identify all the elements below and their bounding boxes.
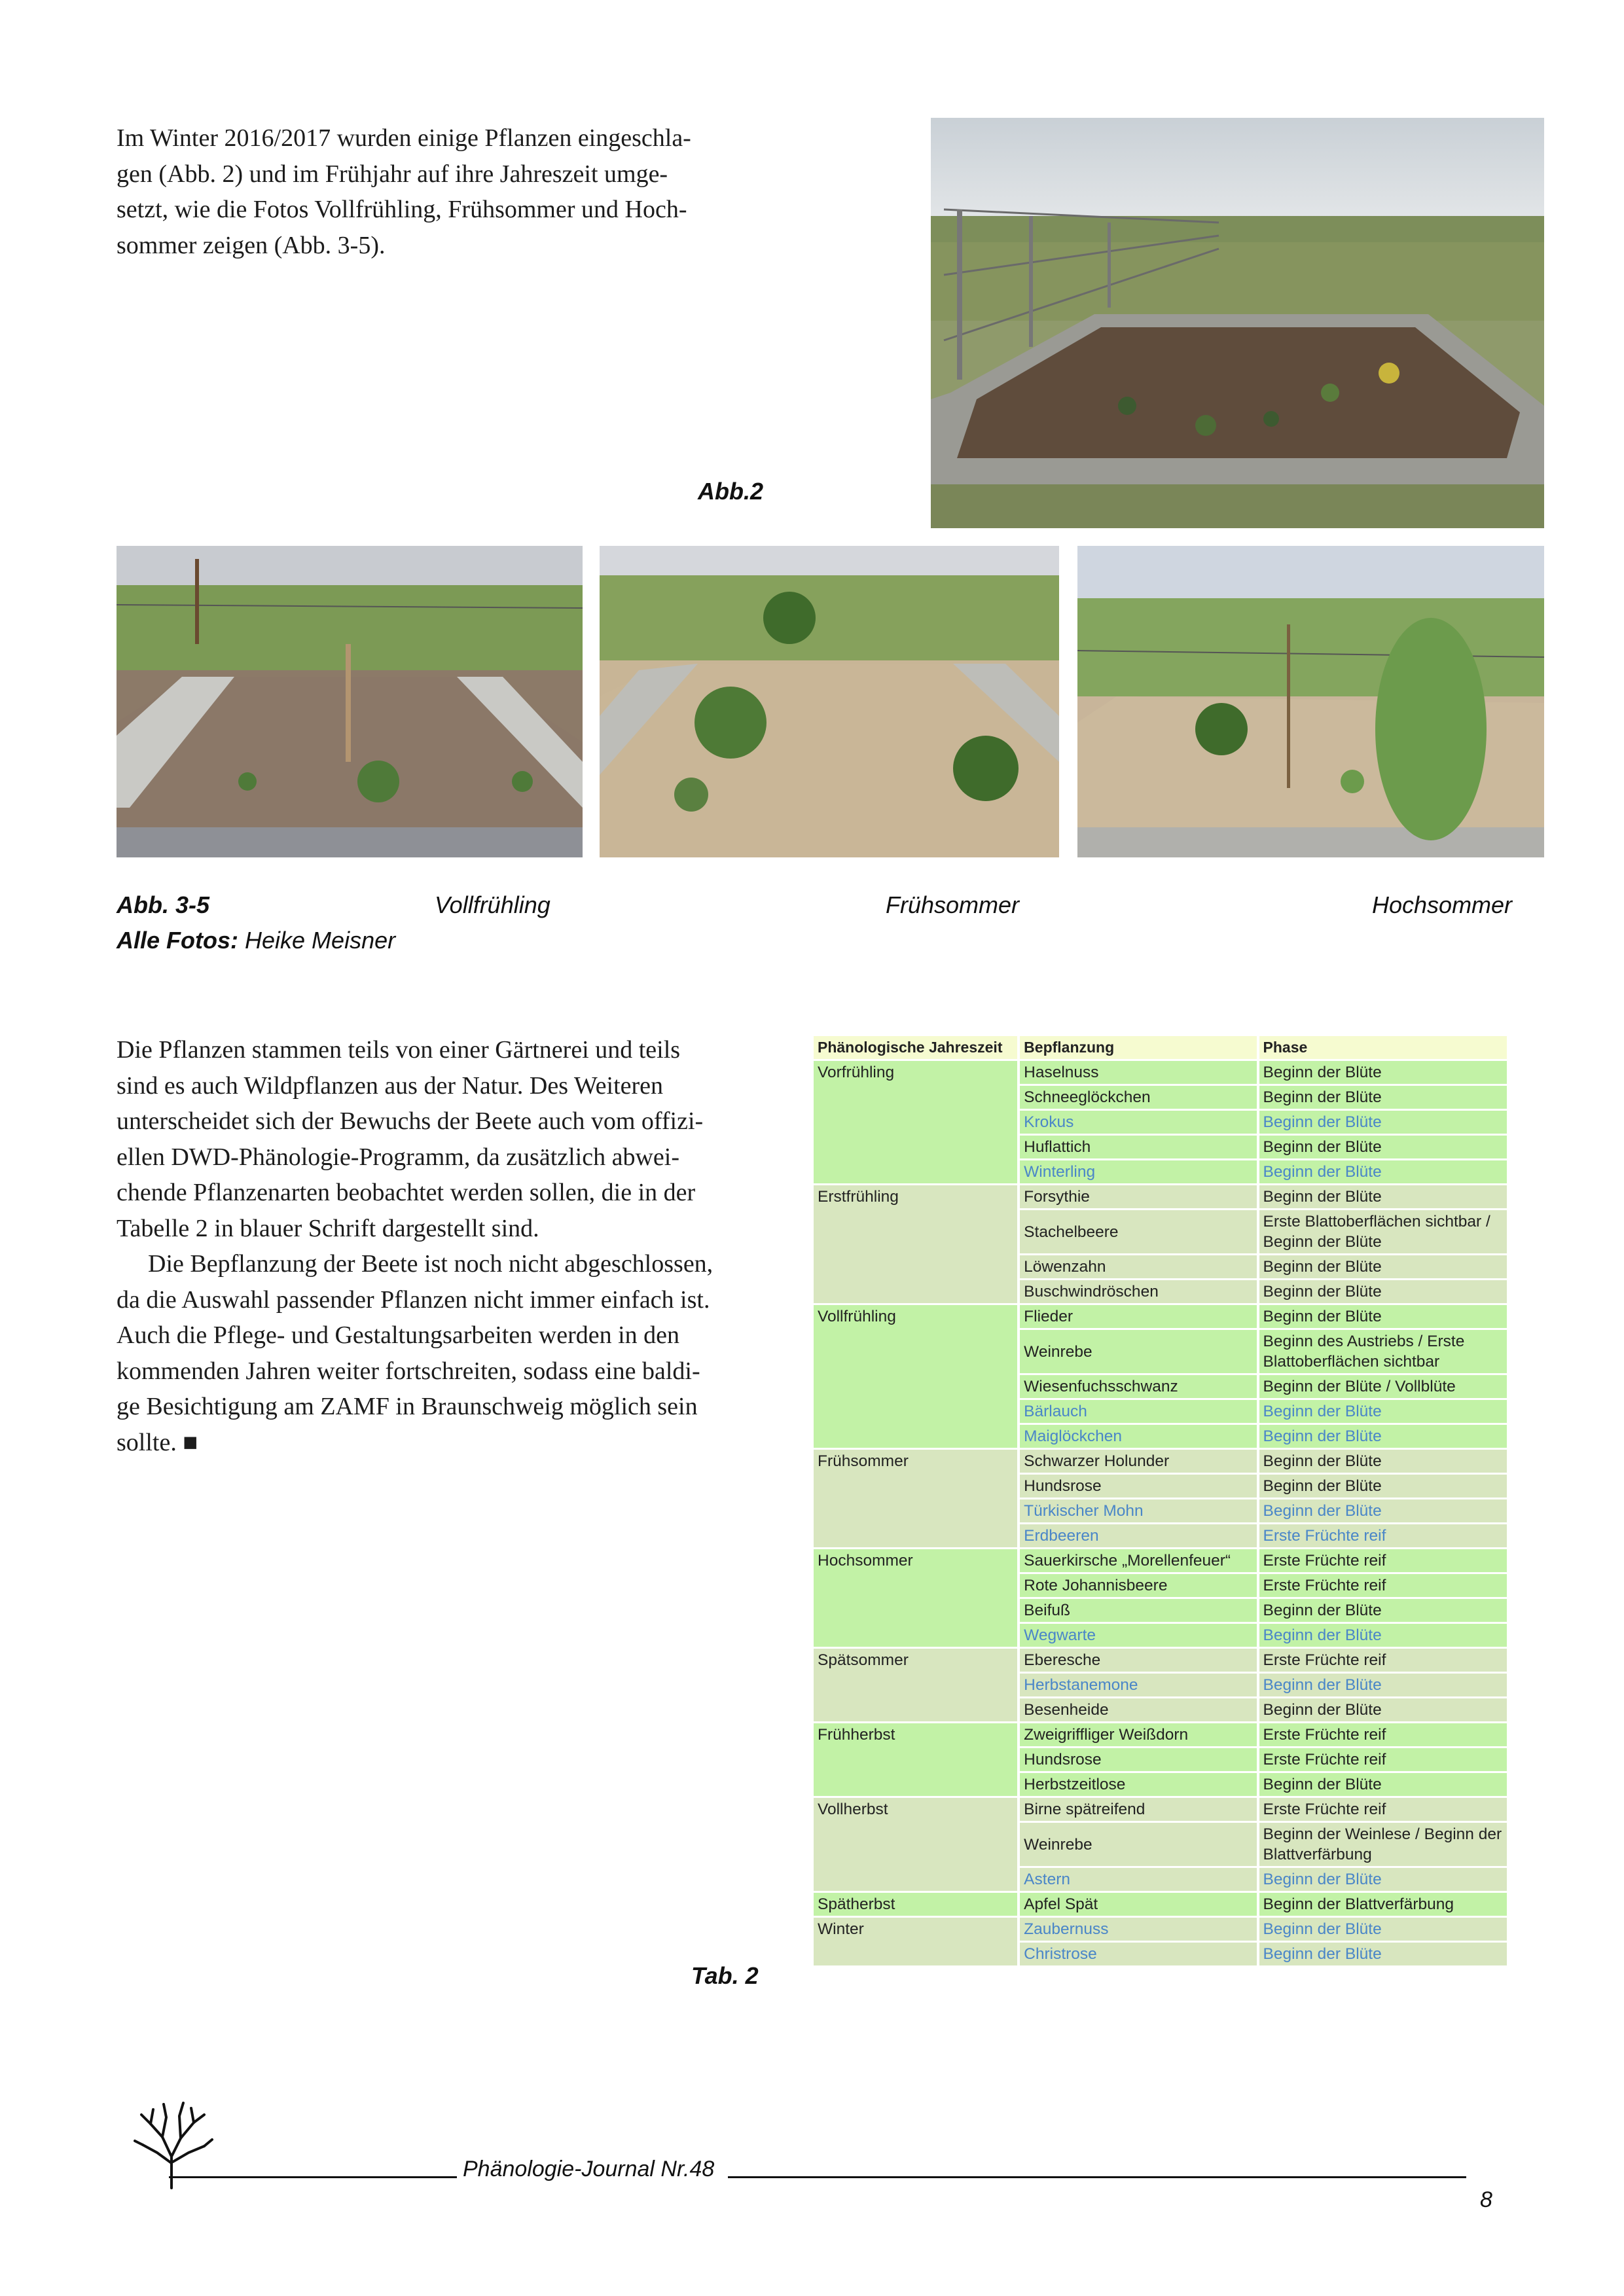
body-line: kommenden Jahren weiter fortschreiten, sodass eine baldi- [117,1357,700,1385]
intro-paragraph [117,120,771,263]
tree-logo-icon [131,2098,216,2189]
phase-cell: Beginn der Blüte [1259,1943,1507,1965]
body-line: sollte. ■ [117,1428,198,1456]
phase-cell: Erste Früchte reif [1259,1723,1507,1746]
photo-hochsommer [1077,546,1544,857]
intro-line: sommer zeigen (Abb. 3-5). [117,231,386,259]
plant-cell: Apfel Spät [1020,1893,1256,1916]
phase-cell: Beginn der Blüte [1259,1255,1507,1278]
plant-cell: Erdbeeren [1020,1524,1256,1547]
phase-cell: Beginn des Austriebs / Erste Blattoberflächen sichtbar [1259,1330,1507,1373]
plant-cell: Hundsrose [1020,1475,1256,1498]
plant-cell: Herbstanemone [1020,1674,1256,1696]
season-cell: Winter [814,1918,1017,1965]
table-header-plant: Bepflanzung [1020,1036,1256,1059]
plant-cell: Huflattich [1020,1136,1256,1158]
phase-cell: Beginn der Blüte [1259,1624,1507,1647]
phase-cell: Beginn der Blüte [1259,1280,1507,1303]
intro-line: Im Winter 2016/2017 wurden einige Pflanzen eingeschla- [117,124,691,152]
table-row [814,1649,1507,1672]
season-cell: Erstfrühling [814,1185,1017,1303]
phase-cell: Beginn der Blüte [1259,1111,1507,1134]
figure-label-abb35: Abb. 3-5 [117,891,210,918]
photo-credit [117,927,395,954]
phenology-table [811,1034,1509,1967]
plant-cell: Krokus [1020,1111,1256,1134]
phase-cell: Beginn der Blüte [1259,1674,1507,1696]
plant-cell: Türkischer Mohn [1020,1499,1256,1522]
body-line: chende Pflanzenarten beobachtet werden sollen, die in der [117,1179,696,1206]
phase-cell: Beginn der Blüte [1259,1599,1507,1622]
body-line: unterscheidet sich der Bewuchs der Beete auch vom offizi- [117,1107,704,1135]
phase-cell: Beginn der Blüte [1259,1305,1507,1328]
phase-cell: Beginn der Blüte [1259,1499,1507,1522]
phase-cell: Beginn der Blüte [1259,1698,1507,1721]
plant-cell: Weinrebe [1020,1330,1256,1373]
plant-cell: Buschwindröschen [1020,1280,1256,1303]
season-cell: Vollfrühling [814,1305,1017,1448]
plant-cell: Schwarzer Holunder [1020,1450,1256,1473]
phase-cell: Erste Früchte reif [1259,1549,1507,1572]
caption-hochsommer: Hochsommer [1372,891,1513,918]
footer-rule-left [169,2176,457,2178]
table-row [814,1798,1507,1821]
phase-cell: Beginn der Blüte [1259,1160,1507,1183]
plant-cell: Schneeglöckchen [1020,1086,1256,1109]
body-paragraph [117,1032,784,1460]
season-cell: Vollherbst [814,1798,1017,1891]
plant-cell: Zweigriffliger Weißdorn [1020,1723,1256,1746]
photo-vollfruehling [117,546,583,857]
phase-cell: Beginn der Weinlese / Beginn der Blattverfärbung [1259,1823,1507,1866]
plant-cell: Christrose [1020,1943,1256,1965]
plant-cell: Sauerkirsche „Morellenfeuer“ [1020,1549,1256,1572]
footer-rule-right [728,2176,1466,2178]
phase-cell: Beginn der Blüte [1259,1475,1507,1498]
body-line: Die Pflanzen stammen teils von einer Gärtnerei und teils [117,1036,681,1064]
plant-cell: Forsythie [1020,1185,1256,1208]
plant-cell: Herbstzeitlose [1020,1773,1256,1796]
body-line: ellen DWD-Phänologie-Programm, da zusätzlich abwei- [117,1143,679,1171]
table-row [814,1061,1507,1084]
table-row [814,1549,1507,1572]
table-label: Tab. 2 [691,1962,759,1989]
phase-cell: Beginn der Blüte [1259,1868,1507,1891]
intro-line: setzt, wie die Fotos Vollfrühling, Frühsommer und Hoch- [117,196,687,223]
plant-cell: Winterling [1020,1160,1256,1183]
phase-cell: Beginn der Blüte [1259,1450,1507,1473]
phase-cell: Beginn der Blüte / Vollblüte [1259,1375,1507,1398]
body-line: Die Bepflanzung der Beete ist noch nicht abgeschlossen, [148,1250,713,1278]
plant-cell: Stachelbeere [1020,1210,1256,1253]
season-cell: Spätsommer [814,1649,1017,1721]
phase-cell: Beginn der Blüte [1259,1136,1507,1158]
table-row [814,1450,1507,1473]
table-row [814,1185,1507,1208]
phase-cell: Beginn der Blüte [1259,1425,1507,1448]
table-row [814,1893,1507,1916]
photo-credit-label: Alle Fotos: [117,927,238,954]
phase-cell: Beginn der Blüte [1259,1773,1507,1796]
body-line: Tabelle 2 in blauer Schrift dargestellt sind. [117,1214,539,1242]
body-line: ge Besichtigung am ZAMF in Braunschweig möglich sein [117,1393,698,1420]
plant-cell: Zaubernuss [1020,1918,1256,1941]
season-cell: Hochsommer [814,1549,1017,1647]
photo-fruehsommer [600,546,1059,857]
table-header-season: Phänologische Jahreszeit [814,1036,1017,1059]
phase-cell: Erste Früchte reif [1259,1574,1507,1597]
table-row [814,1305,1507,1328]
phase-cell: Beginn der Blüte [1259,1061,1507,1084]
plant-cell: Hundsrose [1020,1748,1256,1771]
figure-label-abb2: Abb.2 [698,478,764,505]
plant-cell: Haselnuss [1020,1061,1256,1084]
plant-cell: Astern [1020,1868,1256,1891]
table-header-row [814,1036,1507,1059]
plant-cell: Birne spätreifend [1020,1798,1256,1821]
body-line: da die Auswahl passender Pflanzen nicht immer einfach ist. [117,1285,710,1314]
caption-fruehsommer: Frühsommer [886,891,1020,918]
body-line: sind es auch Wildpflanzen aus der Natur. Des Weiteren [117,1071,664,1100]
plant-cell: Wiesenfuchsschwanz [1020,1375,1256,1398]
phase-cell: Erste Früchte reif [1259,1798,1507,1821]
season-cell: Vorfrühling [814,1061,1017,1183]
plant-cell: Rote Johannisbeere [1020,1574,1256,1597]
table-row [814,1723,1507,1746]
photo-credit-name: Heike Meisner [245,927,396,954]
plant-cell: Eberesche [1020,1649,1256,1672]
table-header-phase: Phase [1259,1036,1507,1059]
phase-cell: Beginn der Blüte [1259,1086,1507,1109]
phase-cell: Erste Früchte reif [1259,1748,1507,1771]
phase-cell: Beginn der Blüte [1259,1918,1507,1941]
season-cell: Frühherbst [814,1723,1017,1796]
phase-cell: Beginn der Blüte [1259,1185,1507,1208]
plant-cell: Wegwarte [1020,1624,1256,1647]
phase-cell: Erste Früchte reif [1259,1524,1507,1547]
plant-cell: Weinrebe [1020,1823,1256,1866]
plant-cell: Löwenzahn [1020,1255,1256,1278]
season-cell: Spätherbst [814,1893,1017,1916]
plant-cell: Flieder [1020,1305,1256,1328]
season-cell: Frühsommer [814,1450,1017,1547]
intro-line: gen (Abb. 2) und im Frühjahr auf ihre Jahreszeit umge- [117,160,668,188]
phase-cell: Erste Früchte reif [1259,1649,1507,1672]
plant-cell: Beifuß [1020,1599,1256,1622]
footer-journal: Phänologie-Journal Nr.48 [463,2157,715,2181]
plant-cell: Besenheide [1020,1698,1256,1721]
page-number: 8 [1480,2187,1492,2212]
phase-cell: Beginn der Blattverfärbung [1259,1893,1507,1916]
plant-cell: Maiglöckchen [1020,1425,1256,1448]
phase-cell: Beginn der Blüte [1259,1400,1507,1423]
plant-cell: Bärlauch [1020,1400,1256,1423]
caption-vollfruehling: Vollfrühling [435,891,550,918]
table-row [814,1918,1507,1941]
phase-cell: Erste Blattoberflächen sichtbar / Beginn der Blüte [1259,1210,1507,1253]
body-line: Auch die Pflege- und Gestaltungsarbeiten werden in den [117,1321,680,1349]
photo-abb2-winter-beds [931,118,1544,528]
